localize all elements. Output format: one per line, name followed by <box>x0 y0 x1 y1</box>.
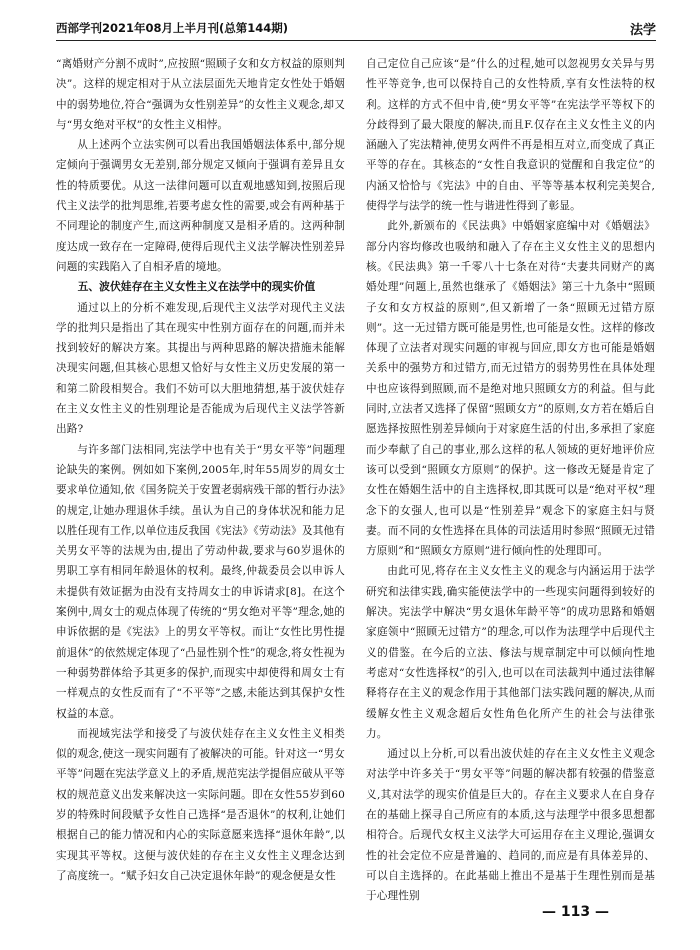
page-number: — 113 — <box>542 904 609 920</box>
paragraph: 此外,新颁布的《民法典》中婚姻家庭编中对《婚姻法》部分内容均修改也吸纳和融入了存在主义女性主义的思想内核。《民法典》第一千零八十七条在对待“夫妻共同财产的离婚处理”问题上,虽然也继承了《婚姻法》第三十九条中“照顾子女和女方权益的原则”,但又新增了一条“照顾无过错方原则”。这一无过错方既可能是男性,也可能是女性。这样的修改体现了立法者对现实问题的审视与回应,即女方也可能是婚姻关系中的强势方和过错方,而无过错方的弱势男性在具体处理中也应该得到照顾,而不是绝对地只照顾女方的利益。但与此同时,立法者又选择了保留“照顾女方”的原则,女方若在婚后自愿选择按照性别差异倾向于对家庭生活的付出,多承担了家庭而少奉献了自己的事业,那么这样的私人领域的更好地评价应该可以受到“照顾女方原则”的保护。这一修改无疑是肯定了女性在婚姻生活中的自主选择权,即其既可以是“绝对平权”理念下的女强人,也可以是“性别差异”观念下的家庭主妇与贤妻。而不同的女性选择在具体的司法适用时参照“照顾无过错方原则”和“照顾女方原则”进行倾向性的处理即可。 <box>366 220 655 558</box>
paragraph: 与许多部门法相同,宪法学中也有关于“男女平等”问题理论缺失的案例。例如如下案例,2005年,时年55周岁的周女士要求单位通知,依《国务院关于安置老弱病残干部的暂行办法》的规定,让她办理退休手续。虽认为自己的身体状况和能力足以胜任现有工作,以单位违反我国《宪法》《劳动法》及其他有关男女平等的法规为由,提出了劳动仲裁,要求与60岁退休的男职工享有相同年龄退休的权利。最终,仲裁委员会以申诉人未提供有效证据为由没有支持周女士的申诉请求[8]。在这个案例中,周女士的观点体现了传统的“男女绝对平等”理念,她的申诉依据的是《宪法》上的男女平等权。而让“女性比男性提前退休”的依然规定体现了“凸显性别个性”的观念,将女性视为一种弱势群体给予其更多的保护,而现实中却使得和周女士有一样观点的女性反而有了“不平等”之感,未能达到其保护女性权益的本意。 <box>56 443 345 720</box>
right-column <box>366 54 655 903</box>
paragraph: 由此可见,将存在主义女性主义的观念与内涵运用于法学研究和法律实践,确实能使法学中的一些现实问题得到较好的解决。宪法学中解决“男女退休年龄平等”的成功思路和婚姻家庭领中“照顾无过错方”的理念,可以作为法理学中后现代主义的借鉴。在今后的立法、修法与规章制定中可以倾向性地考虑对“女性选择权”的引入,也可以在司法裁判中通过法律解释将存在主义的观念作用于其他部门法实践问题的解决,从而缓解女性主义观念超后女性角色化所产生的社会与法律张力。 <box>366 565 655 740</box>
section-heading: 五、波伏娃存在主义女性主义在法学中的现实价值 <box>77 280 316 294</box>
paragraph: 通过以上分析,可以看出波伏娃的存在主义女性主义观念对法学中许多关于“男女平等”问题的解决都有较强的借鉴意义,其对法学的现实价值是巨大的。存在主义要求人在自身存在的基础上探寻自己所应有的本质,这与法理学中很多思想都相符合。后现代女权主义法学大可运用存在主义理论,强调女性的社会定位不应是普遍的、趋同的,而应是有具体差异的、可以自主选择的。在此基础上推出不是基于生理性别而是基于心理性别 <box>366 748 655 903</box>
header-rule <box>56 40 656 41</box>
paragraph: “离婚财产分割不成时”,应按照“照顾子女和女方权益的原则判决”。这样的规定相对于从立法层面先天地肯定女性处于婚姻中的弱势地位,符合“强调为女性别差异”的女性主义观念,却又与“男女绝对平权”的女性主义相悖。 <box>56 58 345 131</box>
section-label: 法学 <box>629 23 656 38</box>
paragraph: 自己定位自己应该“是”什么的过程,她可以忽视男女关异与男性平等竞争,也可以保持自己的女性特质,享有女性法特的权利。这样的方式不但中肯,使“男女平等”在宪法学平等权下的分歧得到了最大限度的解决,而且F.仅存在主义女性主义的内涵融入了宪法精神,使男女两件不再是相互对立,而变成了真正平等的存在。其核态的“女性自我意识的觉醒和自我定位”的内涵又恰恰与《宪法》中的自由、平等等基本权利完美契合,使得学与法学的统一性与谐进性得到了彰显。 <box>366 58 655 213</box>
left-column <box>56 54 345 884</box>
paragraph: 而视域宪法学和接受了与波伏娃存在主义女性主义相类似的观念,使这一现实问题有了被解决的可能。针对这一“男女平等”问题在宪法学意义上的矛盾,规范宪法学提倡应破从平等权的规范意义出发来解决这一实际问题。即在女性55岁到60岁的特殊时间段赋予女性自己选择“是否退休”的权利,让她们根据自己的能力情况和内心的实际意愿来选择“退休年龄”,以实现其平等权。这便与波伏娃的存在主义女性主义理念达到了高度统一。“赋予妇女自己决定退休年龄”的观念便是女性 <box>56 727 345 882</box>
journal-title: 西部学刊2021年08月上半月刊(总第144期) <box>56 21 289 35</box>
paragraph: 从上述两个立法实例可以看出我国婚姻法体系中,部分规定倾向于强调男女无差别,部分规定又倾向于强调有差异且女性的特质要优。从这一法律问题可以直观地感知到,按照后现代主义法学的批判思维,若要考虑女性的需要,或会有两种基于不同理论的制度产生,而这两种制度又是相矛盾的。这两种制度达成一致存在一定障碍,使得后现代主义法学解决性别差异问题的实践陷入了自相矛盾的境地。 <box>56 139 345 273</box>
paragraph: 通过以上的分析不难发现,后现代主义法学对现代主义法学的批判只是指出了其在现实中性别方面存在的问题,而并未找到较好的解决方案。其提出与两种思路的解决措施未能解决现实问题,但其核心思想又恰好与女性主义历史发展的第一和第二阶段相契合。我们不妨可以大胆地猜想,基于波伏娃存在主义女性主义的性别理论是否能成为后现代主义法学答新出路? <box>56 301 345 436</box>
running-header <box>56 18 656 40</box>
